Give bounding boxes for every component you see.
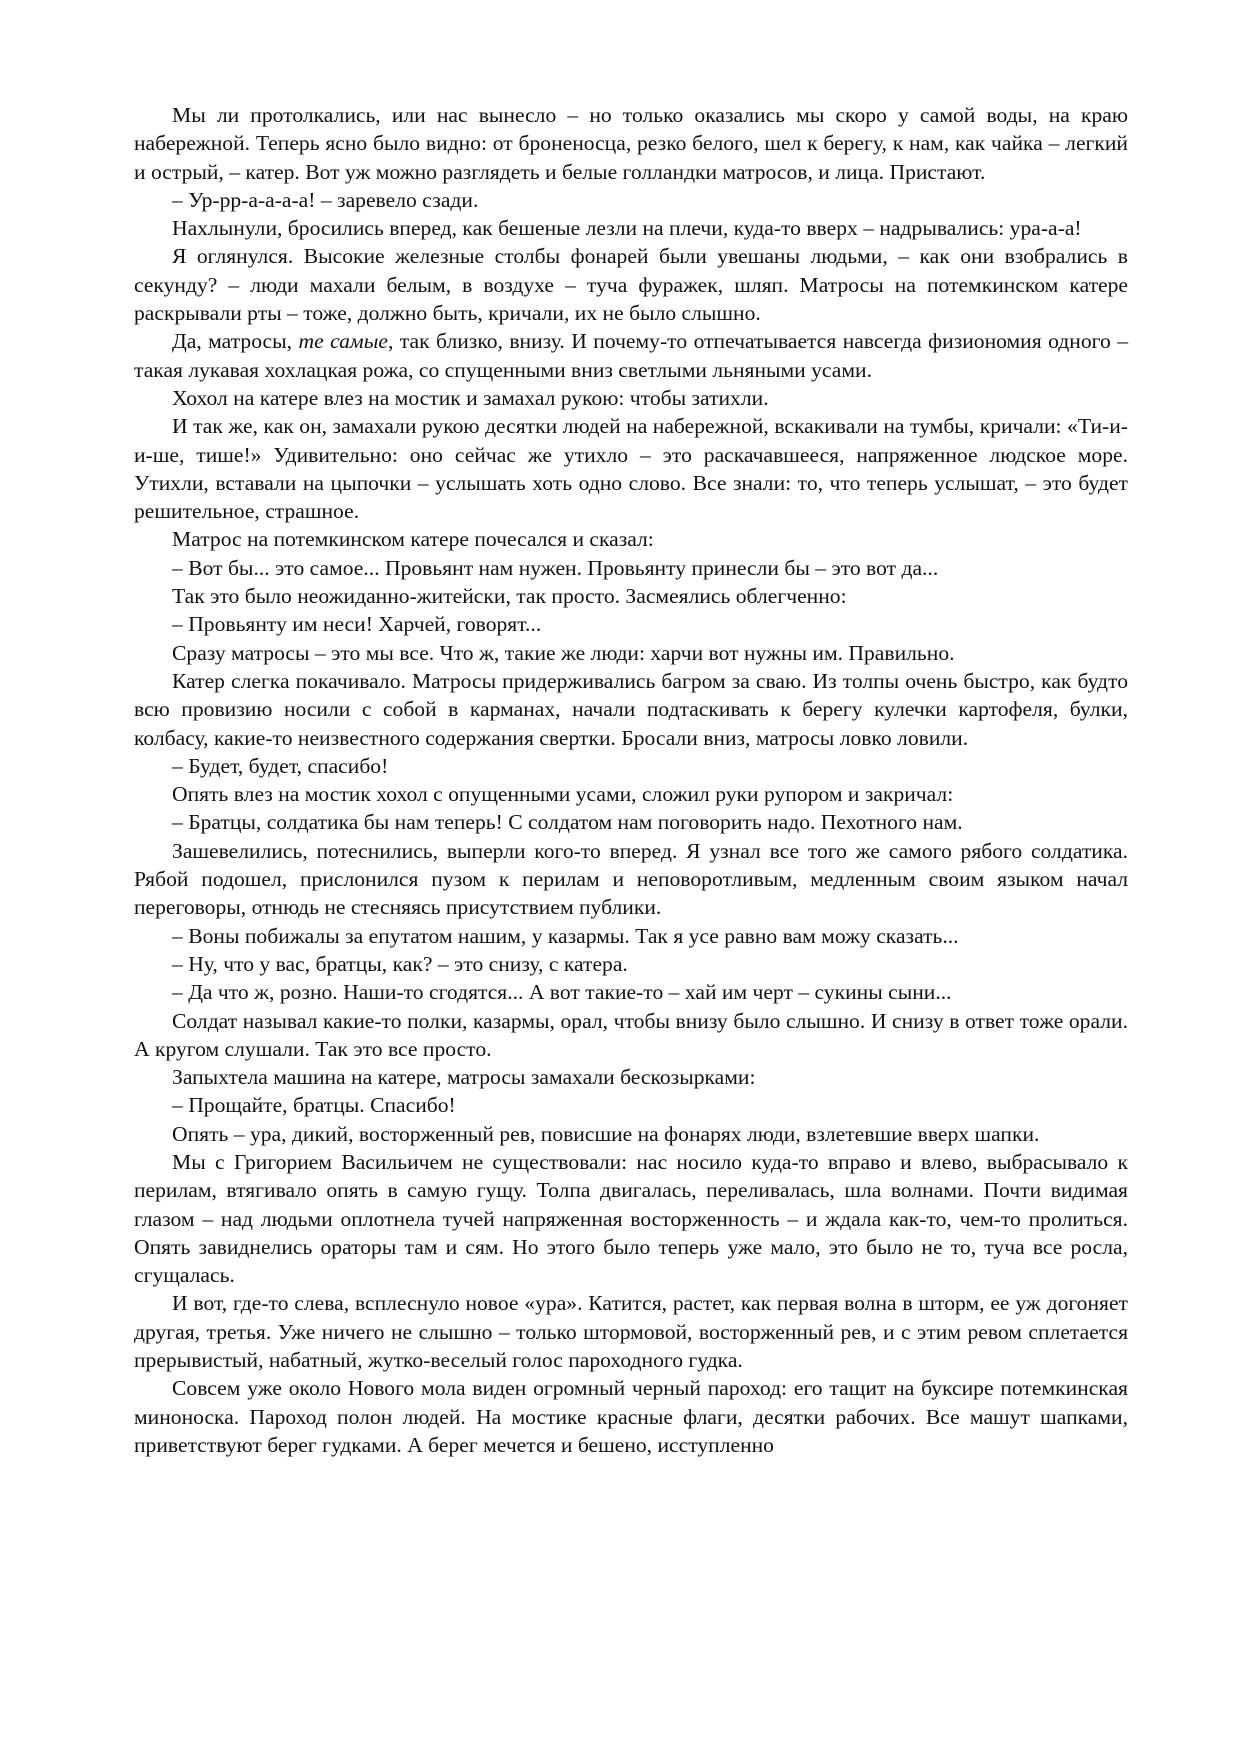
paragraph: Хохол на катере влез на мостик и замахал рукою: чтобы затихли. — [172, 385, 769, 410]
paragraph: И так же, как он, замахали рукою десятки людей на набережной, вскакивали на тумбы, кричали: «Ти-и-и-ше, тише!» Удивительно: оно сейчас же утихло – это раскачавшееся, напряженное людское море. Утихли, вставали на цыпочки – услышать хоть одно слово. Все знали: то, что теперь услышат, – это будет решительное, страшное. — [134, 414, 1128, 524]
paragraph: Опять влез на мостик хохол с опущенными усами, сложил руки рупором и закричал: — [172, 782, 954, 807]
paragraph: Так это было неожиданно-житейски, так просто. Засмеялись облегченно: — [172, 584, 847, 609]
paragraph: Мы ли протолкались, или нас вынесло – но только оказались мы скоро у самой воды, на краю набережной. Теперь ясно было видно: от броненосца, резко белого, шел к берегу, к нам, как чайка – легкий и острый, – катер. Вот уж можно разглядеть и белые голландки матросов, и лица. Пристают. — [134, 103, 1128, 184]
body-text — [134, 101, 1128, 1459]
paragraph: Опять – ура, дикий, восторженный рев, повисшие на фонарях люди, взлетевшие вверх шапки. — [172, 1121, 1040, 1146]
paragraph: И вот, где-то слева, всплеснуло новое «ура». Катится, растет, как первая волна в шторм, ее уж догоняет другая, третья. Уже ничего не слышно – только штормовой, восторженный рев, и с этим ревом сплетается прерывистый, набатный, жутко-веселый голос пароходного гудка. — [134, 1291, 1128, 1373]
paragraph: – Да что ж, розно. Наши-то сгодятся... А вот такие-то – хай им черт – сукины сыни... — [172, 980, 952, 1005]
paragraph: Запыхтела машина на катере, матросы замахали бескозырками: — [172, 1065, 756, 1090]
paragraph — [134, 327, 1128, 384]
paragraph: – Воны побижалы за епутатом нашим, у казармы. Так я усе равно вам можу сказать... — [172, 923, 959, 948]
paragraph: Я оглянулся. Высокие железные столбы фонарей были увешаны людьми, – как они взобрались в секунду? – люди махали белым, в воздухе – туча фуражек, шляп. Матросы на потемкинском катере раскрывали рты – тоже, должно быть, кричали, их не было слышно. — [134, 244, 1128, 326]
paragraph: – Прощайте, братцы. Спасибо! — [172, 1093, 456, 1118]
paragraph-text: Да, матросы, — [172, 329, 299, 354]
emphasis-text: те самые — [298, 329, 388, 354]
paragraph: Солдат называл какие-то полки, казармы, орал, чтобы внизу было слышно. И снизу в ответ тоже орали. А кругом слушали. Так это все просто. — [134, 1008, 1128, 1061]
paragraph: – Вот бы... это самое... Провьянт нам нужен. Провьянту принесли бы – это вот да... — [172, 555, 939, 580]
paragraph: – Братцы, солдатика бы нам теперь! С солдатом нам поговорить надо. Пехотного нам. — [172, 810, 963, 835]
paragraph: – Ур-рр-а-а-а-а! – заревело сзади. — [172, 187, 479, 212]
paragraph: Зашевелились, потеснились, выперли кого-то вперед. Я узнал все того же самого рябого солдатика. Рябой подошел, прислонился пузом к перилам и неповоротливым, медленным своим языком начал переговоры, отнюдь не стесняясь присутствием публики. — [134, 838, 1128, 920]
paragraph: – Ну, что у вас, братцы, как? – это снизу, с катера. — [172, 951, 628, 976]
paragraph: – Будет, будет, спасибо! — [172, 753, 389, 778]
paragraph-text: , так близко, внизу. И почему-то отпечатывается навсегда физиономия одного – такая лукавая хохлацкая рожа, со спущенными вниз светлыми льняными усами. — [134, 329, 1129, 382]
paragraph: Катер слегка покачивало. Матросы придерживались багром за сваю. Из толпы очень быстро, как будто всю провизию носили с собой в карманах, начали подтаскивать к берегу кулечки картофеля, булки, колбасу, какие-то неизвестного содержания свертки. Бросали вниз, матросы ловко ловили. — [134, 668, 1128, 750]
paragraph: Сразу матросы – это мы все. Что ж, такие же люди: харчи вот нужны им. Правильно. — [172, 640, 955, 665]
paragraph: Мы с Григорием Васильичем не существовали: нас носило куда-то вправо и влево, выбрасывало к перилам, втягивало опять в самую гущу. Толпа двигалась, переливалась, шла волнами. Почти видимая глазом – над людьми оплотнела тучей напряженная восторженность – и ждала как-то, чем-то пролиться. Опять завиднелись ораторы там и сям. Но этого было теперь уже мало, это было не то, туча все росла, сгущалась. — [134, 1149, 1128, 1288]
paragraph: Совсем уже около Нового мола виден огромный черный пароход: его тащит на буксире потемкинская миноноска. Пароход полон людей. На мостике красные флаги, десятки рабочих. Все машут шапками, приветствуют берег гудками. А берег мечется и бешено, исступленно — [134, 1376, 1128, 1457]
paragraph: Нахлынули, бросились вперед, как бешеные лезли на плечи, куда-то вверх – надрывались: ура-а-а! — [172, 216, 1082, 241]
paragraph: – Провьянту им неси! Харчей, говорят... — [172, 612, 542, 637]
paragraph: Матрос на потемкинском катере почесался и сказал: — [172, 527, 654, 552]
